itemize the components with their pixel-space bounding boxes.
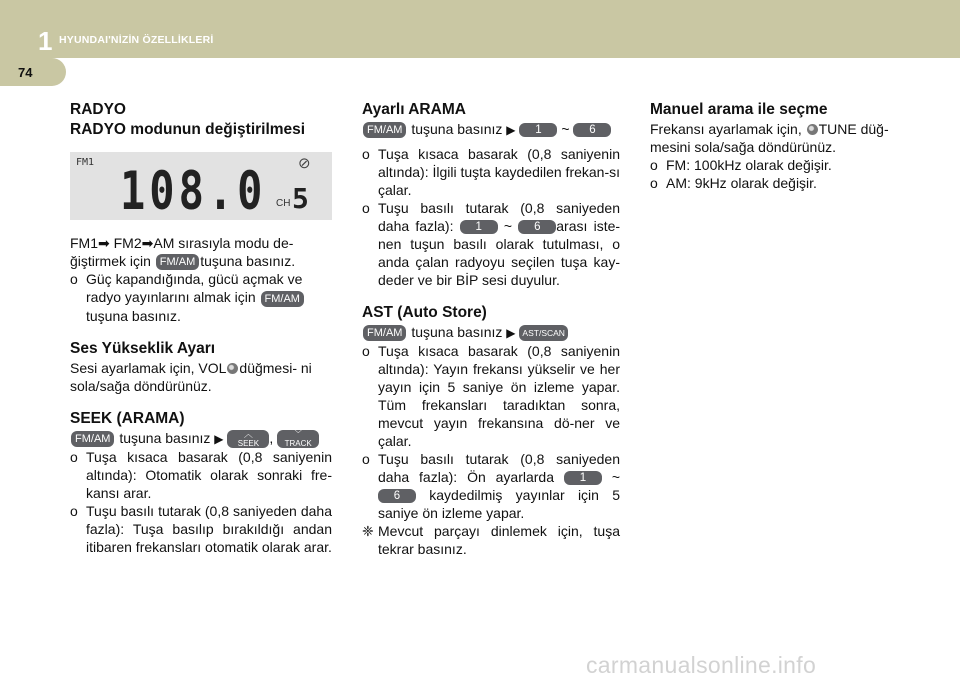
list-item [70,270,332,324]
display-frequency: 108.0 [120,160,267,222]
preset-6-button: 6 [378,489,416,503]
bullet-text: AM: 9kHz olarak değişir. [666,175,817,191]
track-label: TRACK [284,438,312,448]
knob-icon [807,124,818,135]
bullet-mark: o [650,157,658,173]
bullet-text: radyo yayınlarını almak için [86,289,256,306]
list-item [70,448,332,502]
list-item [650,174,920,192]
note-text: Mevcut parçayı dinlemek için, tuşa tekrar basınız. [378,523,620,557]
ast-scan-button: AST/SCAN [519,325,568,341]
seek-label: SEEK [237,438,260,448]
ast-press-line [362,323,620,342]
arrow-right-icon: ➡ [141,235,154,251]
play-arrow-icon: ▶ [506,326,516,340]
preset-1-button: 1 [564,471,602,485]
bullet-mark: o [70,448,78,465]
knob-icon [227,363,238,374]
preset-6-button: 6 [573,123,611,137]
header-bar [0,0,960,58]
manual-text-b: TUNE düğ-mesini sola/sağa döndürünüz. [650,121,889,155]
bullet-text: tuşuna basınız. [86,307,181,324]
bullet-text: arası iste-nen tuşun basılı olarak tutulması, o anda çalan radyoyu seçilen tuşa kay-deder ve bir BİP sesi duyulur. [378,218,621,288]
list-item [650,156,920,174]
preset-press-line [362,120,620,139]
preset-press-text: tuşuna basınız [411,121,503,137]
mode-fm2: FM2 [113,235,142,251]
volume-text-c: ni sola/sağa döndürünüz. [70,359,312,394]
radio-title: RADYO [70,101,126,118]
bullet-text: Güç kapandığında, gücü açmak ve [86,271,303,288]
bullet-mark: o [70,502,78,519]
range-tilde: ~ [611,469,621,485]
mode-text-a: ğiştirmek için [70,253,151,269]
column-presets [362,100,620,558]
range-tilde: ~ [503,218,513,234]
preset-1-button: 1 [519,123,557,137]
range-tilde: ~ [561,121,570,137]
list-item [362,450,620,522]
play-arrow-icon: ▶ [506,123,516,137]
manual-text [650,120,920,156]
display-band: FM1 [76,157,95,168]
fm-am-button: FM/AM [363,122,406,138]
bullet-text: Tuşu basılı tutarak (0,8 saniyeden daha fazla): [378,200,620,234]
list-item [362,199,620,289]
list-item [362,145,620,199]
bullet-mark: o [362,146,370,162]
page-tab [0,58,66,86]
ast-heading: AST (Auto Store) [362,304,487,321]
play-arrow-icon: ▶ [214,431,224,446]
preset-1-button: 1 [460,220,498,234]
seek-heading: SEEK (ARAMA) [70,409,185,427]
bullet-mark: o [362,200,370,216]
radio-mode-title: RADYO modunun değiştirilmesi [70,121,306,138]
list-item [362,342,620,450]
bullet-mark: o [362,451,370,467]
volume-text-a: Sesi ayarlamak için, VOL [70,359,227,376]
track-button: ﹀ TRACK [277,430,319,448]
column-manual [650,100,920,192]
fm-am-button: FM/AM [156,254,199,270]
page-number: 74 [18,65,33,80]
display-ch-label: CH [276,198,291,209]
fm-am-button: FM/AM [71,431,114,447]
list-item [70,502,332,556]
bullet-text: Tuşu basılı tutarak (0,8 saniyeden daha fazla): Tuşa basılıp bırakıldığı andan itibaren frekansları otomatik olarak arar. [86,502,332,555]
bullet-mark: o [70,271,78,288]
seek-press-text: tuşuna basınız [119,429,211,446]
manual-text-a: Frekansı ayarlamak için, [650,121,802,137]
note-item [362,522,620,558]
preset-6-button: 6 [518,220,556,234]
bullet-text: Tuşa kısaca basarak (0,8 saniyenin altında): Otomatik olarak sonraki fre-kansı arar. [86,448,332,501]
mode-text-b: tuşuna basınız. [200,253,296,269]
note-icon: ❈ [362,523,374,539]
bullet-mark: o [362,343,370,359]
fm-am-button: FM/AM [261,291,304,307]
ast-press-text: tuşuna basınız [411,324,503,340]
mode-text [70,234,332,270]
preset-heading: Ayarlı ARAMA [362,101,466,118]
arrow-right-icon: ➡ [98,235,110,251]
bullet-text: Tuşa kısaca basarak (0,8 saniyenin altında): Yayın frekansı yükselir ve her yayın için 5 saniye ön izleme yapar. Tüm frekansları taradıktan sonra, mevcut yayın frekansına dö-ner ve çalar. [378,343,620,449]
bullet-text: Tuşu basılı tutarak (0,8 saniyeden daha fazla): Ön ayarlarda [378,451,620,485]
mode-am: AM sırasıyla modu de- [153,235,294,251]
column-radio [70,100,332,556]
bullet-text: kaydedilmiş yayınlar için 5 saniye ön izleme yapar. [378,487,620,521]
bullet-text: FM: 100kHz olarak değişir. [666,157,832,173]
stereo-icon: ⊘ [298,155,311,172]
mode-fm1: FM1 [70,235,98,251]
seek-press-line [70,429,332,448]
volume-text [70,359,332,395]
bullet-text: Tuşa kısaca basarak (0,8 saniyenin altında): İlgili tuşta kaydedilen frekan-sı çalar. [378,146,621,198]
watermark: carmanualsonline.info [586,652,817,678]
radio-display [70,152,332,220]
separator: , [269,429,274,446]
bullet-mark: o [650,175,658,191]
chapter-number: 1 [38,26,53,56]
volume-heading: Ses Yükseklik Ayarı [70,339,216,357]
fm-am-button: FM/AM [363,325,406,341]
display-channel: 5 [292,182,309,215]
manual-heading: Manuel arama ile seçme [650,101,828,118]
volume-text-b: düğmesi- [239,359,297,376]
chapter-title: HYUNDAI'NİZİN ÖZELLİKLERİ [59,34,214,46]
seek-button: ︿ SEEK [227,430,269,448]
